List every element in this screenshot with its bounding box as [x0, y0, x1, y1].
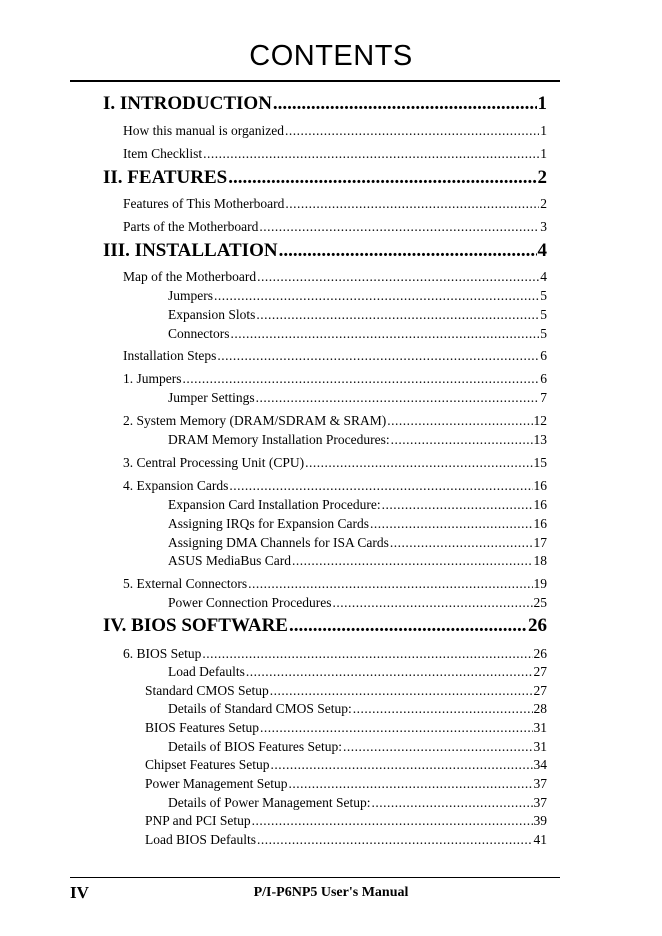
toc-entry-title: 5. External Connectors — [123, 576, 248, 591]
toc-leader-dots — [257, 269, 539, 285]
toc-leader-dots — [203, 146, 539, 162]
toc-entry-page: 5 — [540, 326, 547, 341]
toc-entry — [168, 701, 547, 717]
toc-entry — [123, 576, 547, 592]
toc-entry-title: Installation Steps — [123, 348, 217, 363]
toc-entry — [145, 832, 547, 848]
toc-entry-title: Jumpers — [168, 288, 213, 303]
toc-entry-page: 31 — [533, 739, 547, 754]
toc-entry-title: IV. BIOS SOFTWARE — [103, 615, 288, 636]
toc-entry-title: ASUS MediaBus Card — [168, 553, 292, 568]
toc-leader-dots — [257, 832, 533, 848]
toc-entry — [168, 390, 547, 406]
footer-page-label: IV — [70, 883, 89, 902]
toc-leader-dots — [252, 813, 533, 829]
toc-entry-title: III. INSTALLATION — [103, 240, 278, 261]
toc-entry — [168, 288, 547, 304]
toc-leader-dots — [256, 390, 540, 406]
toc-entry-page: 41 — [533, 832, 547, 847]
toc-entry-title: II. FEATURES — [103, 167, 228, 188]
toc-entry-page: 4 — [540, 269, 547, 284]
toc-entry — [123, 219, 547, 235]
toc-leader-dots — [285, 123, 539, 139]
toc-entry — [168, 535, 547, 551]
page-title: CONTENTS — [249, 40, 413, 72]
toc-entry-title: Expansion Slots — [168, 307, 256, 322]
toc-entry — [168, 595, 547, 611]
toc-entry-title: Chipset Features Setup — [145, 757, 270, 772]
toc-entry-title: Details of Power Management Setup: — [168, 795, 371, 810]
toc-entry-title: 2. System Memory (DRAM/SDRAM & SRAM) — [123, 413, 387, 428]
toc-entry-page: 27 — [533, 683, 547, 698]
toc-entry-page: 1 — [540, 123, 547, 138]
toc-leader-dots — [305, 455, 532, 471]
toc-entry-title: Parts of the Motherboard — [123, 219, 259, 234]
toc-entry-page: 28 — [533, 701, 547, 716]
footer-manual-title: P/I-P6NP5 User's Manual — [253, 885, 409, 900]
toc-entry-page: 26 — [528, 615, 547, 636]
toc-entry — [168, 795, 547, 811]
toc-entry-page: 6 — [540, 348, 547, 363]
toc-entry-title: Details of Standard CMOS Setup: — [168, 701, 352, 716]
toc-leader-dots — [202, 646, 532, 662]
toc-entry-title: DRAM Memory Installation Procedures: — [168, 432, 390, 447]
toc-entry-title: Connectors — [168, 326, 230, 341]
toc-entry-page: 17 — [533, 535, 547, 550]
toc-leader-dots — [246, 664, 533, 680]
toc-entry — [123, 413, 547, 429]
toc-leader-dots — [183, 371, 540, 387]
toc-leader-dots — [271, 757, 533, 773]
toc-leader-dots — [288, 776, 532, 792]
toc-entry — [168, 739, 547, 755]
toc-entry-title: Details of BIOS Features Setup: — [168, 739, 342, 754]
toc-entry-title: 6. BIOS Setup — [123, 646, 202, 661]
toc-entry — [123, 269, 547, 285]
toc-entry — [145, 813, 547, 829]
toc-entry — [168, 326, 547, 342]
toc-entry-page: 37 — [533, 795, 547, 810]
toc-entry-page: 37 — [533, 776, 547, 791]
toc-entry-page: 2 — [540, 196, 547, 211]
toc-entry-title: Power Management Setup — [145, 776, 288, 791]
toc-entry-page: 18 — [533, 553, 547, 568]
toc-entry-page: 25 — [533, 595, 547, 610]
toc-entry-title: Load BIOS Defaults — [145, 832, 256, 847]
toc-entry — [123, 146, 547, 162]
toc-entry-title: Features of This Motherboard — [123, 196, 285, 211]
toc-leader-dots — [248, 576, 532, 592]
toc-leader-dots — [382, 497, 533, 513]
toc-leader-dots — [217, 348, 539, 364]
toc-entry — [123, 196, 547, 212]
toc-entry — [145, 757, 547, 773]
toc-entry-title: Assigning DMA Channels for ISA Cards — [168, 535, 389, 550]
toc-entry-page: 2 — [537, 167, 547, 188]
toc-entry — [168, 553, 547, 569]
toc-entry-page: 39 — [533, 813, 547, 828]
toc-entry-page: 16 — [533, 516, 547, 531]
toc-entry — [123, 646, 547, 662]
toc-entry — [145, 720, 547, 736]
toc-entry-title: Assigning IRQs for Expansion Cards — [168, 516, 369, 531]
toc-entry-page: 6 — [540, 371, 547, 386]
toc-entry-page: 3 — [540, 219, 547, 234]
toc-leader-dots — [229, 478, 532, 494]
toc-entry-title: 4. Expansion Cards — [123, 478, 229, 493]
toc-leader-dots — [353, 701, 533, 717]
toc-leader-dots — [343, 739, 533, 755]
toc-leader-dots — [370, 516, 533, 532]
toc-leader-dots — [279, 240, 537, 262]
toc-entry-title: Jumper Settings — [168, 390, 255, 405]
toc-entry-page: 1 — [540, 146, 547, 161]
toc-entry-title: Item Checklist — [123, 146, 203, 161]
toc-entry — [123, 123, 547, 139]
toc-entry-page: 16 — [533, 497, 547, 512]
toc-leader-dots — [260, 720, 533, 736]
footer-rule — [70, 877, 560, 878]
toc-entry-title: I. INTRODUCTION — [103, 93, 272, 114]
toc-entry — [103, 167, 547, 189]
toc-leader-dots — [256, 307, 539, 323]
toc-leader-dots — [214, 288, 539, 304]
toc-entry — [168, 497, 547, 513]
toc-entry — [145, 776, 547, 792]
toc-entry-title: 1. Jumpers — [123, 371, 182, 386]
toc-entry — [103, 615, 547, 637]
toc-entry-page: 26 — [533, 646, 547, 661]
toc-entry-title: Load Defaults — [168, 664, 245, 679]
toc-entry — [168, 307, 547, 323]
toc-entry-title: BIOS Features Setup — [145, 720, 259, 735]
toc-entry — [145, 683, 547, 699]
toc-entry — [103, 240, 547, 262]
toc-leader-dots — [371, 795, 532, 811]
toc-leader-dots — [228, 167, 536, 189]
toc-entry-title: 3. Central Processing Unit (CPU) — [123, 455, 305, 470]
toc-leader-dots — [292, 553, 532, 569]
toc-leader-dots — [273, 93, 537, 115]
toc-entry-title: Power Connection Procedures — [168, 595, 332, 610]
toc-entry-page: 1 — [537, 93, 547, 114]
toc-leader-dots — [259, 219, 539, 235]
toc-entry-page: 13 — [533, 432, 547, 447]
toc-entry-page: 7 — [540, 390, 547, 405]
toc-entry-page: 34 — [533, 757, 547, 772]
toc-entry-page: 5 — [540, 288, 547, 303]
toc-leader-dots — [285, 196, 539, 212]
toc-entry-page: 12 — [533, 413, 547, 428]
toc-entry-page: 5 — [540, 307, 547, 322]
toc-entry-title: How this manual is organized — [123, 123, 284, 138]
toc-leader-dots — [289, 615, 527, 637]
toc-leader-dots — [390, 535, 533, 551]
toc-entry-title: Standard CMOS Setup — [145, 683, 269, 698]
toc-entry-page: 19 — [533, 576, 547, 591]
toc-entry-page: 16 — [533, 478, 547, 493]
toc-leader-dots — [387, 413, 532, 429]
toc-entry-title: PNP and PCI Setup — [145, 813, 251, 828]
toc-entry — [103, 93, 547, 115]
toc-leader-dots — [332, 595, 532, 611]
toc-entry — [168, 432, 547, 448]
toc-entry — [168, 516, 547, 532]
toc-entry-title: Expansion Card Installation Procedure: — [168, 497, 381, 512]
toc-entry — [168, 664, 547, 680]
toc-entry — [123, 371, 547, 387]
toc-entry-page: 31 — [533, 720, 547, 735]
toc-entry — [123, 348, 547, 364]
toc-entry-page: 27 — [533, 664, 547, 679]
toc-entry-page: 4 — [537, 240, 547, 261]
toc-leader-dots — [270, 683, 533, 699]
toc-leader-dots — [231, 326, 540, 342]
toc-leader-dots — [391, 432, 533, 448]
toc-entry — [123, 478, 547, 494]
toc-entry-title: Map of the Motherboard — [123, 269, 257, 284]
toc-entry-page: 15 — [533, 455, 547, 470]
toc-entry — [123, 455, 547, 471]
